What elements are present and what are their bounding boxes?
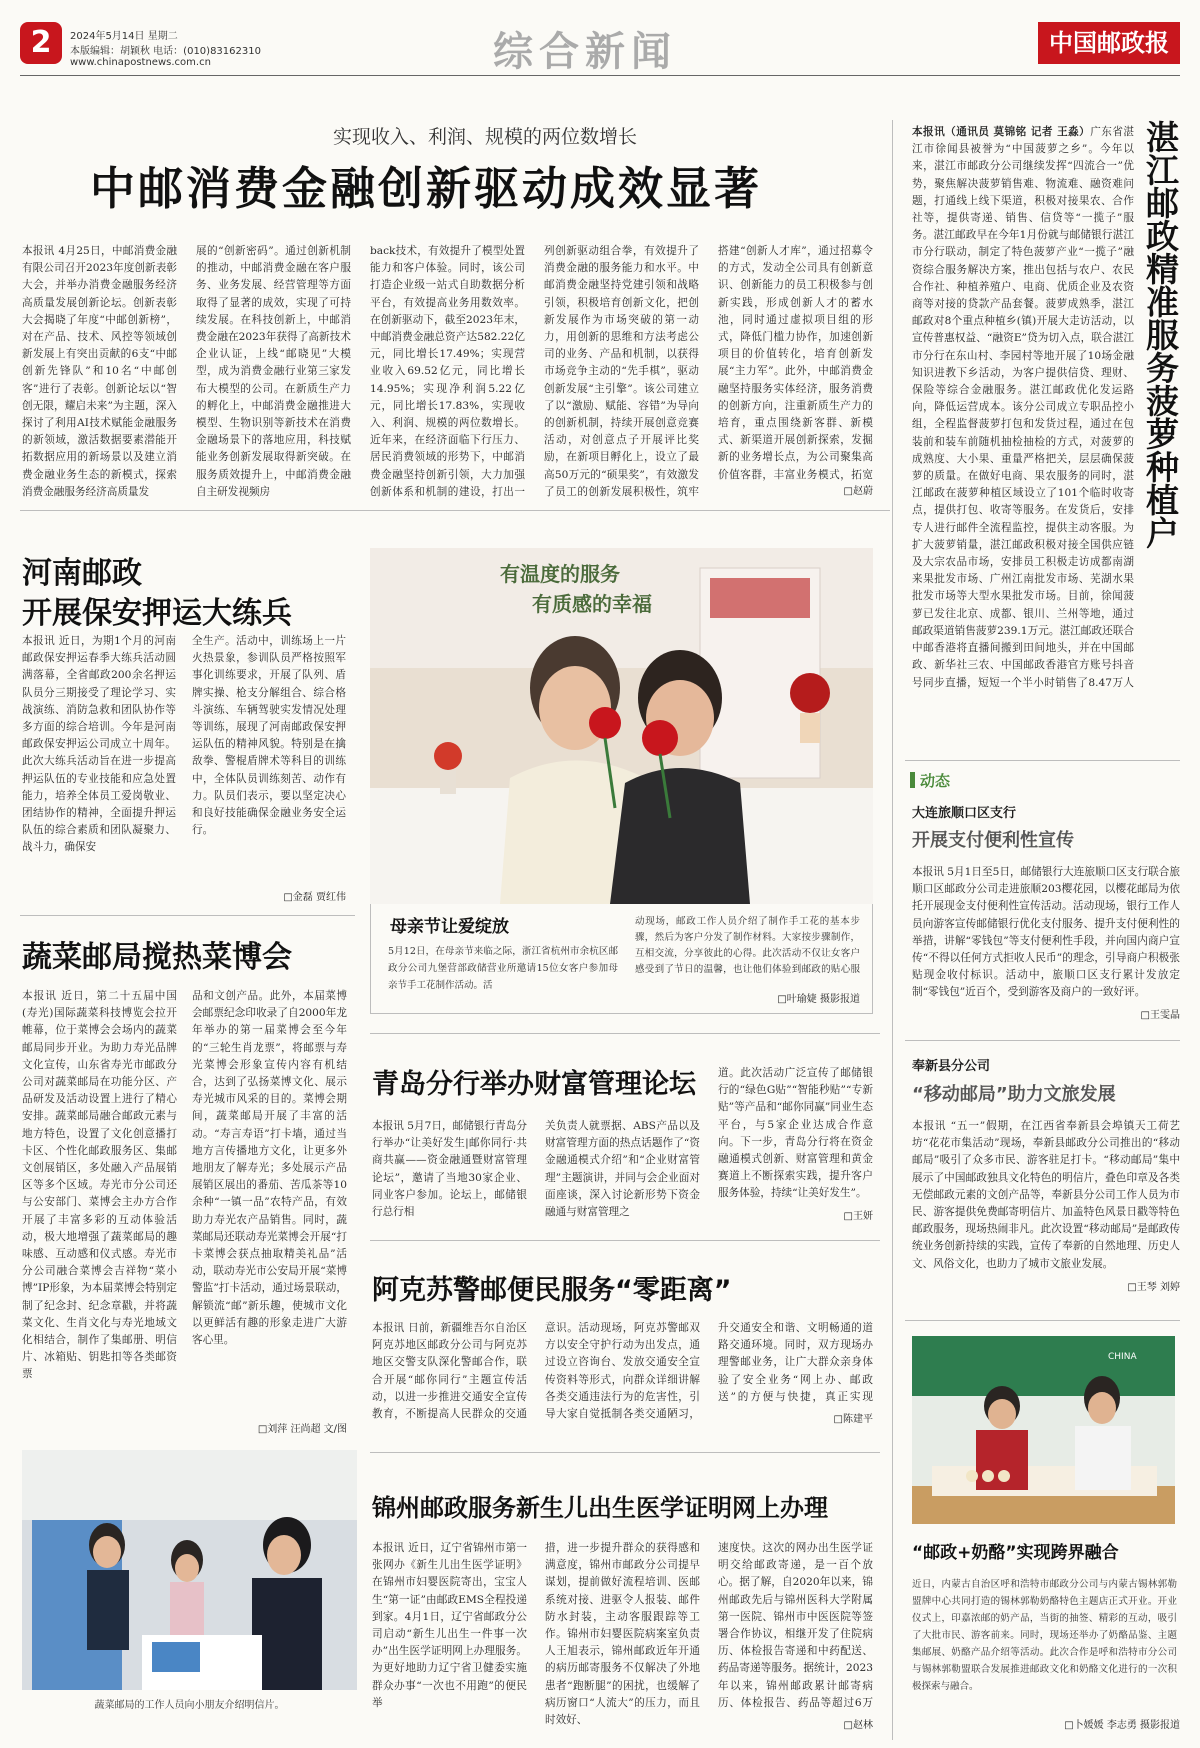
akesu-top-rule — [370, 1240, 880, 1241]
qingdao-headline: 青岛分行举办财富管理论坛 — [372, 1069, 696, 1100]
nailao-headline: “邮政+奶酪”实现跨界融合 — [912, 1543, 1119, 1563]
photo-caption-col-1: 5月12日，在母亲节来临之际，浙江省杭州市余杭区邮政分公司九堡营部政储营业所邀请15位女客户参加母亲节手工花制作活动。活 — [388, 946, 618, 991]
issue-date: 2024年5月14日 星期二 — [70, 31, 178, 42]
dongtai-mid-rule — [905, 1040, 1180, 1041]
dongtai-2-byline: □王琴 刘婷 — [1127, 1282, 1180, 1293]
cheese-shop-photo — [912, 1336, 1175, 1524]
henan-headline-1: 河南邮政 — [22, 556, 142, 591]
akesu-col-3: 升交通安全和谐、文明畅通的道路交通环境。同时，双方现场办理警邮业务，让广大群众亲身体验了安全业务“网上办、邮政送”的方便与快捷，真正实现 — [718, 1322, 873, 1403]
newspaper-logo: 中国邮政报 — [1049, 29, 1169, 57]
qingdao-col-3: 道。此次活动广泛宣传了邮储银行的“绿色G贴”“智能秒贴”“专新贴”等产品和“邮你同赢”同业生态平台，与5家企业达成合作意向。下一步，青岛分行将在资金融通模式创新、财富管理和黄金赛道上不断探索实践，提升客户服务体验，持续“让美好发生”。 — [718, 1067, 873, 1200]
photo-banner-1: 有温度的服务 — [500, 562, 620, 586]
masthead-rule — [20, 75, 1180, 76]
akesu-col-2: 意识。活动现场，阿克苏警邮双方以安全守护行动为出发点，通过设立咨询台、发放交通安全宣传资料等形式，向群众详细讲解各类交通违法行为的危害性，引导大家自觉抵制各类交通陋习， — [545, 1322, 700, 1421]
qingdao-top-rule — [370, 1033, 880, 1034]
akesu-col-1: 本报讯 日前，新疆维吾尔自治区阿克苏地区邮政分公司与阿克苏地区交警支队深化警邮合作，联合开展“邮你同行”主题宣传活动，以进一步推进交通安全宣传教育，不断提高人民群众的交通 — [372, 1322, 527, 1421]
akesu-headline: 阿克苏警邮便民服务“零距离” — [372, 1275, 732, 1306]
side-headline-text: 湛江邮政精准服务菠萝种植户 — [1141, 120, 1180, 549]
nailao-text: 近日，内蒙古自治区呼和浩特市邮政分公司与内蒙古锡林郭勒盟牌中心共同打造的锡林郭勒奶酪特色主题店正式开业。开业仪式上，印嘉浓邮的奶产品，当街的抽签、精彩的互动，吸引了大批市民、游客前来。同时，现场还举办了奶酪品鉴、主题集邮展、奶酪产品介绍等活动。此次合作是呼和浩特市分公司与锡林郭勒盟联合发展推进邮政文化和奶酪文化进行的一次积极探索与融合。 — [912, 1579, 1177, 1692]
shucai-col-2: 品和文创产品。此外，本届菜博会邮票纪念印收录了自2000年龙年举办的第一届菜博会至今年的“三轮生肖龙票”，将邮票与寿光菜博会形象宣传内容有机结合，达到了弘扬菜博文化、展示寿光城市风采的目的。菜博会期间，蔬菜邮局开展了丰富的活动。“寿言寿语”打卡墙，通过当地方言传播地方文化，让更多外地朋友了解寿光；多处展示产品展销区展出的番茄、苦瓜茶等10余种“一镇一品”农特产品，有效助力寿光农产品销售。同时，蔬菜邮局还联动寿光菜博会开展“打卡菜博会获点抽取精美礼品”活动，联动寿光市公安局开展“菜博警监”打卡活动，通过场景联动，解锁流“邮”新乐趣，使城市文化以更鲜活有趣的形象走进广大游客心里。 — [192, 990, 347, 1347]
dongtai-1-text: 本报讯 5月1日至5日，邮储银行大连旅顺口区支行联合旅顺口区邮政分公司走进旅顺203樱花园，以樱花邮局为依托开展现金支付便利性宣传活动。活动现场，银行工作人员向游客宣传邮储银行优化支付服务、提升支付便利性的举措，讲解“零钱包”等支付便利性手段，并向国内商户宣传“不得以任何方式拒收人民币”的理念，引导商户积极张贴现金收付标识。活动中，旅顺口区支行累计发放定制“零钱包”近百个，受到游客及商户的一致好评。 — [912, 866, 1180, 999]
cheese-photo-sign: CHINA — [1108, 1352, 1137, 1362]
side-headline — [1140, 120, 1180, 549]
lead-col-1: 本报讯 4月25日，中邮消费金融有限公司召开2023年度创新表彰大会，并举办消费金融服务经济高质量发展创新论坛。创新表彰大会揭晓了年度“中邮创新榜”，对在产品、技术、风控等领域创新发展上有突出贡献的6支“中邮创新先锋队”和10名“中邮创客”进行了表彰。创新论坛以“智创无限，耀启未来”为主题，深入探讨了利用AI技术赋能金融服务的新领域，激活数据要素潜能开拓数据应用的新场景以及建立消费金融业务生态的新模式，探索消费金融服务经济高质量发 — [22, 245, 177, 498]
henan-col-2: 全生产。活动中，训练场上一片火热景象，参训队员严格按照军事化训练要求，开展了队列、盾牌实操、枪支分解组合、综合格斗演练、车辆驾驶实发情况处理等训练，展现了河南邮政保安押运队伍的精神风貌。特别是在擒敌拳、警棍盾牌术等科目的训练中，全体队员训练刻苦、动作有力。队员们表示，要以坚定决心和良好技能确保金融业务安全运行。 — [192, 635, 346, 837]
lead-col-3: back技术，有效提升了模型处置能力和客户体验。同时，该公司打造企业级一站式自助数据分析平台，有效提高业务用数效率。在创新驱动下，截至2023年末，中邮消费金融总资产达582.22亿元，同比增长17.49%；实现营业收入69.52亿元，同比增长14.95%；实现净利润5.22亿元，同比增长17.83%，实现收入、利润、规模的两位数增长。近年来，在经济面临下行压力、居民消费领域的形势下，中邮消费金融坚持创新引领，大力加强创新体系和机制的建设，打出一 — [370, 245, 525, 498]
shucai-byline: □刘萍 汪尚超 文/图 — [257, 1424, 347, 1435]
shucai-photo-caption: 蔬菜邮局的工作人员向小朋友介绍明信片。 — [94, 1700, 285, 1711]
photo-caption-title: 母亲节让爱绽放 — [390, 917, 509, 937]
dongtai-top-rule — [905, 760, 1180, 761]
lead-col-5: 搭建“创新人才库”，通过招募令的方式，发动全公司具有创新意识、创新能力的员工积极参与创新实践，形成创新人才的蓄水池，同时通过虚拟项目组的形式，降低门槛力协作，加速创新项目的价值转化，培育创新发展“主力军”。此外，中邮消费金融坚持服务实体经济，服务消费的创新方向，注重新质生产力的培育，重点围绕新客群、新模式、新渠道开展创新探索，发掘新的业务增长点，为公司聚集高价值客群，丰富业务模式，拓宽 — [718, 245, 873, 481]
qingdao-col-2: 关负责人就票据、ABS产品以及财富管理方面的热点话题作了“资金融通模式介绍”和“企业财富管理”主题演讲，并同与会企业面对面座谈，深入讨论新形势下资金融通与财富管理之 — [545, 1120, 700, 1219]
jinzhou-col-2: 措，进一步提升群众的获得感和满意度，锦州市邮政分公司提早谋划，提前做好流程培训、医邮系统对接、进驱令人报装、邮件防水封装，主动客服跟踪等工作。锦州市妇婴医院病案室负责人王旭表示，锦州邮政近年开通的病历邮寄服务不仅解决了外地患者“跑断腿”的困扰，也缓解了病历窗口“人流大”的压力，而且时效好、 — [545, 1542, 700, 1727]
henan-byline: □金磊 贾红伟 — [283, 892, 346, 903]
dongtai-2-title: “移动邮局”助力文旅发展 — [912, 1084, 1116, 1105]
dongtai-1-byline: □王雯晶 — [1140, 1010, 1180, 1021]
dongtai-bottom-rule — [905, 1320, 1180, 1321]
lead-headline: 中邮消费金融创新驱动成效显著 — [90, 162, 763, 215]
right-column-divider — [892, 120, 893, 1740]
side-credit: 本报讯（通讯员 莫锦铭 记者 王淼） — [912, 126, 1091, 138]
shucai-col-1: 本报讯 近日，第二十五届中国(寿光)国际蔬菜科技博览会拉开帷幕，位于菜博会会场内的蔬菜邮局同步开业。为助力寿光品牌文化宣传，山东省寿光市邮政分公司对蔬菜邮局在功能分区、产品研发及活动设置上进行了精心安排。蔬菜邮局融合邮政元素与地方特色，设置了文化创意播打卡区、个性化邮政服务区、集邮文创展销区，多处融入产品展销区等多个区域。寿光市分公司还与公安部门、菜博会主办方合作开展了丰富多彩的互动体验活动，极大地增强了蔬菜邮局的趣味感、互动感和仪式感。寿光市分公司融合菜博会吉祥物“菜小博”IP形象，为本届菜博会特别定制了纪念封、纪念章戳，并将蔬菜文化、生肖文化与寿光地域文化相结合，制作了集邮册、明信片、冰箱贴、钥匙扣等各类邮资票 — [22, 990, 177, 1381]
side-text — [912, 124, 1134, 692]
side-body: 广东省湛江市徐闻县被誉为“中国菠萝之乡”。今年以来，湛江市邮政分公司继续发挥“四流合一”优势，聚焦解决菠萝销售难、物流难、融资难问题，打通线上线下渠道，积极对接果农、合作社等，提供寄递、销售、信贷等“一揽子”服务。湛江邮政早在今年1月份就与邮储银行湛江市分行联动，制定了特色菠萝产业“一揽子”融资综合服务解决方案，推出包括与农户、农民合作社、种植养殖户、电商、优质企业及农资商等对接的贷款产品套餐。菠萝成熟季，湛江邮政对8个重点种植乡(镇)开展大走访活动，以宣传普惠权益、“融资E”贷为切入点，联合湛江市分行在东山村、李园村等地开展了10场金融知识进教下乡活动，为客户提供信贷、理财、保险等综合金融服务。湛江邮政优化发运路向，降低运营成本。该分公司成立专职品控小组，全程监督菠萝打包和发货过程，通过在包装前和装车前随机抽检抽检的方式，对菠萝的成熟度、大小果、重量严格把关，层层确保菠萝的质量。在做好电商、果农服务的同时，湛江邮政在菠萝种植区域设立了101个临时收寄点，提供打包、收寄等服务。在发货后，安排专人进行邮件全流程监控，提供主动客服。为扩大菠萝销量，湛江邮政积极对接全国供应链及大宗农品市场，安排员工积极走访成都南湖来果批发市场、广州江南批发市场、芜湖水果批发市场等大型水果批发市场。目前，徐闻菠萝已发往北京、成都、银川、兰州等地，通过邮政渠道销售菠萝239.1万元。湛江邮政还联合中邮香港将直播间搬到田间地头，并在中国邮政、新华社三农、中国邮政香港官方账号抖音号同步直播，短短一个半小时销售了8.47万人 — [912, 126, 1134, 689]
nailao-byline: □卜媛媛 李志勇 摄影报道 — [1064, 1720, 1180, 1731]
photo-banner-2: 有质感的幸福 — [532, 592, 652, 616]
page-number: 2 — [30, 25, 52, 60]
shucai-photo — [22, 1450, 357, 1690]
lead-bottom-rule — [20, 510, 890, 511]
lead-col-4: 列创新驱动组合拳，有效提升了消费金融的服务能力和水平。中邮消费金融坚持党建引领和战略引领，积极培育创新文化，把创新发展作为市场突破的第一动力，用创新的思维和方法考虑公司的业务、产品和机制，以获得市场竞争主动的“先手棋”，驱动创新发展“主引擎”。该公司建立了以“激励、赋能、容错”为导向的创新机制，持续开展创意竞赛活动，对创意点子开展评比奖励，在新项目孵化上，设立了最高50万元的“硕果奖”，有效激发了员工的创新发展积极性，筑牢 — [544, 245, 699, 498]
site-url[interactable]: www.chinapostnews.com.cn — [70, 57, 211, 68]
qingdao-col-1: 本报讯 5月7日，邮储银行青岛分行举办“让美好发生|邮你同行·共商共赢——资金融通暨财富管理论坛”，邀请了当地30家企业、同业客户参加。论坛上，邮储银行总行相 — [372, 1120, 527, 1219]
dongtai-2-kicker: 奉新县分公司 — [912, 1059, 991, 1074]
dongtai-label: 动态 — [920, 772, 951, 790]
dongtai-2-text: 本报讯 “五一”假期，在江西省奉新县会埠镇天工荷艺坊“花花市集活动”现场，奉新县邮政分公司推出的“移动邮局”吸引了众多市民、游客驻足打卡。“移动邮局”集中展示了中国邮政独具文化特色的明信片，叠色印章及各类无偿邮政元素的文创产品等，奉新县分公司工作人员为市民、游客提供免费邮寄明信片、加盖特色风景日戳等特色邮政服务，现场热闹非凡。此次设置“移动邮局”是邮政传统业务创新持续的实践，宣传了奉新的自然地理、历史人文、风俗文化，也助力了城市文旅业发展。 — [912, 1120, 1180, 1270]
jinzhou-byline: □赵林 — [843, 1720, 873, 1731]
shucai-headline: 蔬菜邮局搅热菜博会 — [22, 940, 292, 975]
lead-col-2: 展的“创新密码”。通过创新机制的推动，中邮消费金融在客户服务、业务发展、经营管理等方面取得了显著的成效，实现了可持续发展。在科技创新上，中邮消费金融在2023年获得了高新技术企业认证，上线“邮晓见”大模型，成为消费金融行业第三家发布大模型的公司。在新质生产力的孵化上，中邮消费金融推进大模型、生物识别等新技术在消费金融场景下的落地应用，科技赋能业务创新发展取得新突破。在服务质效提升上，中邮消费金融自主研发视频房 — [196, 245, 351, 498]
lead-byline: □赵蔚 — [843, 486, 873, 497]
jinzhou-headline: 锦州邮政服务新生儿出生医学证明网上办理 — [372, 1494, 828, 1522]
jinzhou-col-3: 速度快。这次的网办出生医学证明交给邮政寄递，是一百个放心。据了解，自2020年以来，锦州邮政先后与锦州医科大学附属第一医院、锦州市中医医院等签署合作协议，相继开发了住院病历、体检报告寄递和中药配送、药品寄递等服务。据统计，2023年以来，锦州邮政累计邮寄病历、体检报告、药品等超过6万 — [718, 1542, 873, 1709]
qingdao-byline: □王妍 — [843, 1211, 873, 1222]
henan-headline-2: 开展保安押运大练兵 — [22, 596, 292, 631]
editor-line: 本版编辑：胡颖秋 电话：(010)83162310 — [70, 46, 261, 57]
dongtai-1-title: 开展支付便利性宣传 — [912, 830, 1074, 851]
photo-byline: □叶瑜婕 摄影报道 — [777, 994, 860, 1005]
photo-caption-col-2: 动现场，邮政工作人员介绍了制作手工花的基本步骤，然后为客户分发了制作材料。大家按步骤制作，互相交流，分享彼此的心得。此次活动不仅让女客户感受到了节日的温馨，也让他们体验到邮政的贴心服 — [635, 916, 860, 975]
section-title: 综合新闻 — [493, 28, 677, 75]
lead-kicker: 实现收入、利润、规模的两位数增长 — [332, 126, 637, 148]
henan-col-1: 本报讯 近日，为期1个月的河南邮政保安押运春季大练兵活动圆满落幕，全省邮政200余名押运队员分三期接受了理论学习、实战演练、消防急救和团队协作等多方面的综合培训。今年是河南邮政保安押运公司成立十周年。此次大练兵活动旨在进一步提高押运队伍的专业技能和应急处置能力，培养全体员工爱岗敬业、团结协作的精神，全面提升押运队伍的综合素质和团队凝聚力、战斗力，确保安 — [22, 635, 176, 854]
dongtai-marker — [910, 772, 915, 788]
dongtai-1-kicker: 大连旅顺口区支行 — [912, 806, 1017, 821]
akesu-byline: □陈建平 — [833, 1414, 873, 1425]
jinzhou-col-1: 本报讯 近日，辽宁省锦州市第一张网办《新生儿出生医学证明》在锦州市妇婴医院寄出，宝宝人生“第一证”由邮政EMS全程投递到家。4月1日，辽宁省邮政分公司启动“新生儿出生一件事一次办”出生医学证明网上办理服务。为更好地助力辽宁省卫健委实施群众办事“一次也不用跑”的便民举 — [372, 1542, 527, 1709]
henan-bottom-rule — [20, 915, 355, 916]
jinzhou-top-rule — [370, 1452, 880, 1453]
